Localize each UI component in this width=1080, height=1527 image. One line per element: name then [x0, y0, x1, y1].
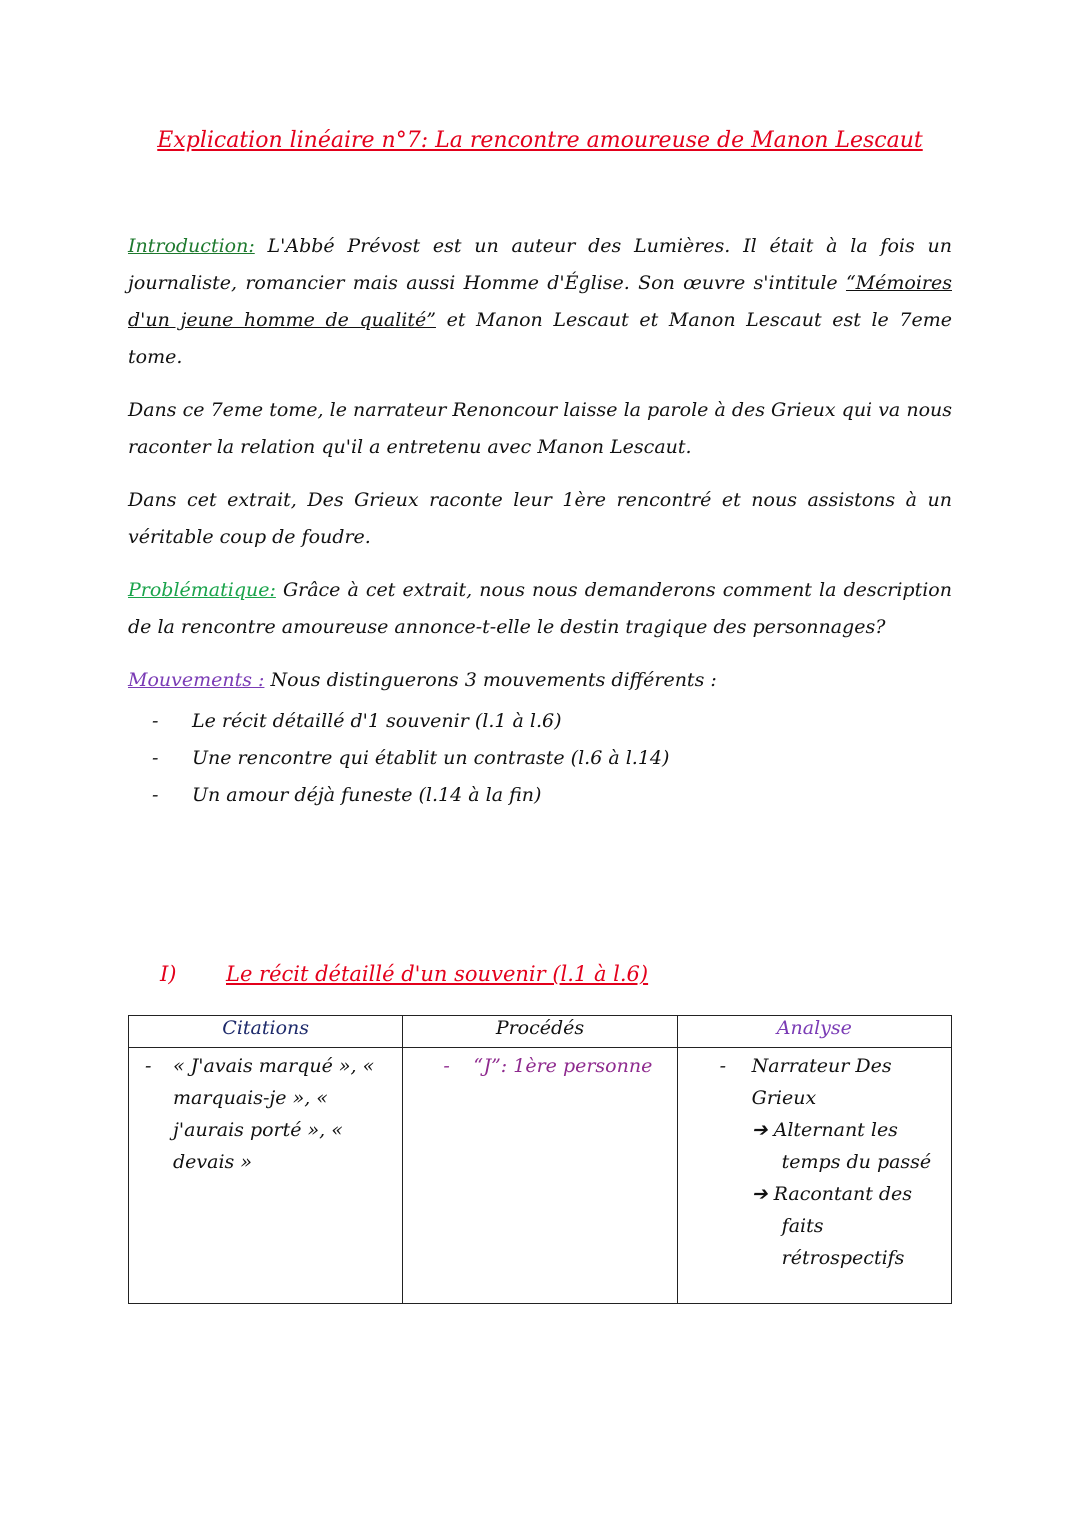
arrow-right-icon: ➔ [751, 1119, 774, 1141]
problematique-text: Grâce à cet extrait, nous nous demanderons comment la description de la rencontre amoureuse annonce-t-elle le destin tragique des personnages? [128, 579, 952, 638]
procedes-cell: - “J”: 1ère personne [403, 1048, 677, 1304]
context-paragraph: Dans ce 7eme tome, le narrateur Renoncour laisse la parole à des Grieux qui va nous raconter la relation qu'il a entretenu avec Manon Lescaut. [128, 399, 952, 458]
analyse-main: Narrateur Des Grieux [751, 1055, 892, 1109]
introduction-text-end: et Manon Lescaut et Manon Lescaut est le 7eme tome. [128, 309, 952, 368]
header-procedes: Procédés [403, 1016, 677, 1048]
arrow-right-icon: ➔ [751, 1183, 774, 1205]
analysis-table [128, 1015, 952, 1304]
list-item: - Une rencontre qui établit un contraste (l.6 à l.14) [152, 740, 952, 777]
analyse-point: ➔ Racontant des faits rétrospectifs [751, 1183, 913, 1269]
header-citations: Citations [129, 1016, 403, 1048]
header-analyse: Analyse [677, 1016, 951, 1048]
list-item: - Un amour déjà funeste (l.14 à la fin) [152, 777, 952, 814]
mouvements-label: Mouvements : [128, 669, 265, 691]
table-header-row [129, 1016, 952, 1048]
work-title: “Mémoires d'un jeune homme de qualité” [128, 272, 952, 331]
problematique-label: Problématique: [128, 579, 276, 601]
analyse-point: ➔ Alternant les temps du passé [751, 1119, 932, 1173]
introduction-label: Introduction: [128, 235, 255, 257]
citations-text: « J'avais marqué », « marquais-je », « j'aurais porté », « devais » [173, 1055, 375, 1173]
document-title: Explication linéaire n°7: La rencontre amoureuse de Manon Lescaut [157, 128, 923, 153]
introduction-text: L'Abbé Prévost est un auteur des Lumières. Il était à la fois un journaliste, romancier mais aussi Homme d'Église. Son œuvre s'intitule [128, 235, 952, 294]
mouvements-text: Nous distinguerons 3 mouvements différents : [264, 669, 717, 691]
procedes-text: “J”: 1ère personne [473, 1055, 653, 1077]
problematique-paragraph [128, 572, 952, 646]
citations-cell: - « J'avais marqué », « marquais-je », « j'aurais porté », « devais » [129, 1048, 403, 1304]
table-row [129, 1048, 952, 1304]
section-number: I) [160, 962, 177, 986]
document-body [128, 228, 952, 814]
section-heading [160, 962, 648, 986]
list-item: - Le récit détaillé d'1 souvenir (l.1 à l.6) [152, 703, 952, 740]
section-title: Le récit détaillé d'un souvenir (l.1 à l.6) [226, 962, 649, 986]
analyse-cell: - Narrateur Des Grieux ➔ Alternant les temps du passé ➔ Racontant des faits rétrospectifs [677, 1048, 951, 1304]
introduction-paragraph [128, 228, 952, 376]
mouvements-paragraph [128, 662, 952, 699]
mouvements-list [152, 703, 952, 814]
extract-paragraph: Dans cet extrait, Des Grieux raconte leur 1ère rencontré et nous assistons à un véritable coup de foudre. [128, 489, 952, 548]
